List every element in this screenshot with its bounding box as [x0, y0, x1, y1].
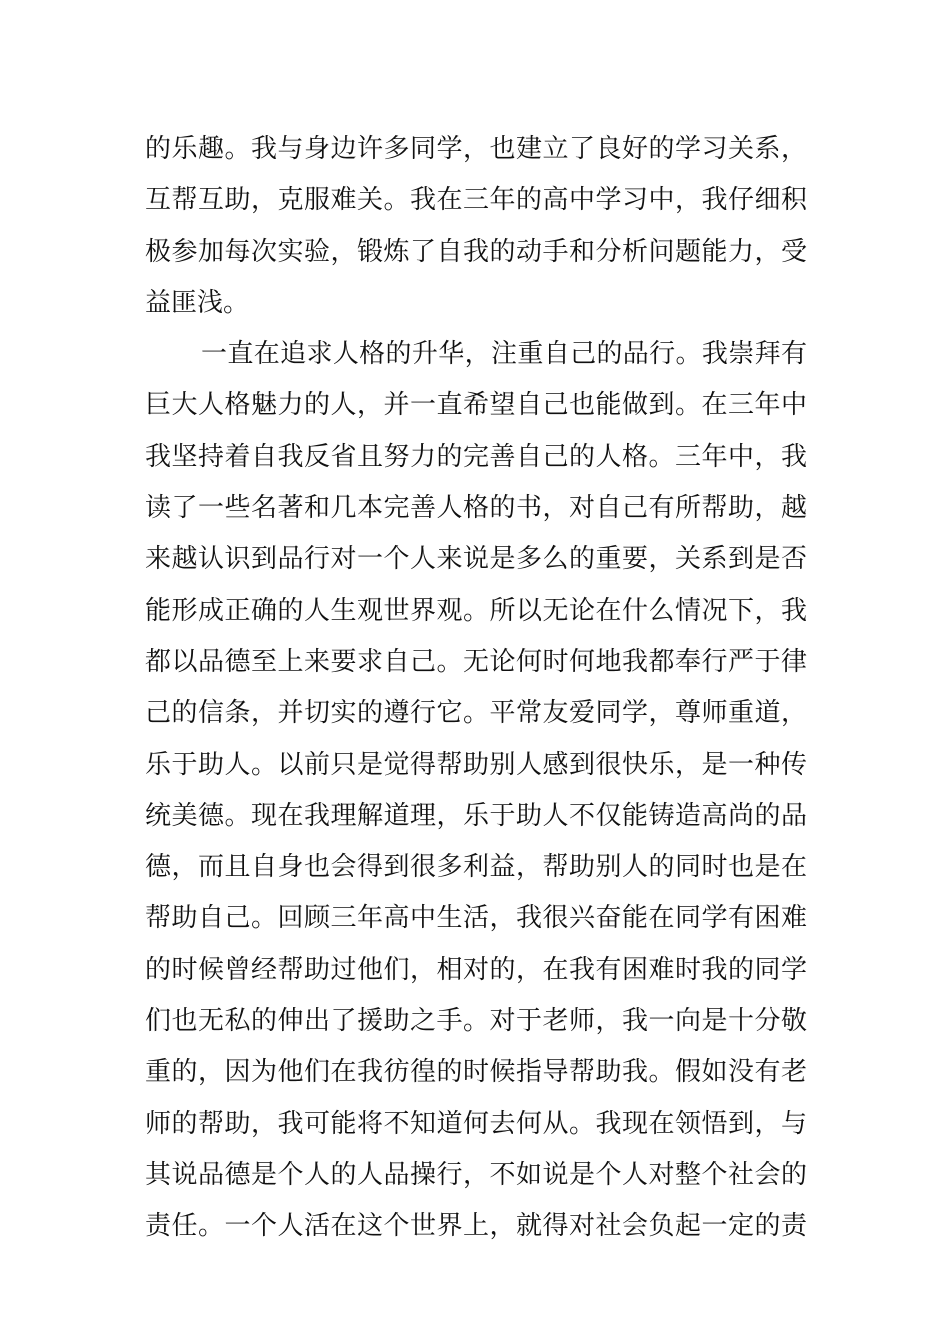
text-line: 其说品德是个人的人品操行，不如说是个人对整个社会的 — [145, 1159, 807, 1190]
text-line: 责任。一个人活在这个世界上，就得对社会负起一定的责 — [145, 1211, 807, 1242]
text-line: 帮助自己。回顾三年高中生活，我很兴奋能在同学有困难 — [145, 903, 807, 934]
text-line: 都以品德至上来要求自己。无论何时何地我都奉行严于律 — [145, 646, 807, 677]
text-line: 们也无私的伸出了援助之手。对于老师，我一向是十分敬 — [145, 1006, 807, 1037]
text-line: 的时候曾经帮助过他们，相对的，在我有困难时我的同学 — [145, 954, 807, 985]
text-line: 统美德。现在我理解道理，乐于助人不仅能铸造高尚的品 — [145, 800, 807, 831]
text-line: 读了一些名著和几本完善人格的书，对自己有所帮助，越 — [145, 493, 807, 524]
text-line: 德，而且自身也会得到很多利益，帮助别人的同时也是在 — [145, 852, 807, 883]
text-line: 师的帮助，我可能将不知道何去何从。我现在领悟到，与 — [145, 1108, 807, 1139]
text-line: 互帮互助，克服难关。我在三年的高中学习中，我仔细积 — [145, 185, 807, 216]
text-line: 己的信条，并切实的遵行它。平常友爱同学，尊师重道， — [145, 698, 807, 729]
text-line: 极参加每次实验，锻炼了自我的动手和分析问题能力，受 — [145, 236, 807, 267]
text-line: 一直在追求人格的升华，注重自己的品行。我崇拜有 — [201, 339, 807, 370]
text-line: 来越认识到品行对一个人来说是多么的重要，关系到是否 — [145, 544, 807, 575]
text-line: 重的，因为他们在我彷徨的时候指导帮助我。假如没有老 — [145, 1057, 807, 1088]
text-line: 乐于助人。以前只是觉得帮助别人感到很快乐，是一种传 — [145, 749, 807, 780]
text-line: 巨大人格魅力的人，并一直希望自己也能做到。在三年中 — [145, 390, 807, 421]
text-line: 的乐趣。我与身边许多同学，也建立了良好的学习关系， — [145, 134, 807, 164]
text-line: 我坚持着自我反省且努力的完善自己的人格。三年中，我 — [145, 441, 807, 472]
body-text — [145, 124, 807, 1253]
text-line: 益匪浅。 — [145, 287, 250, 318]
text-line: 能形成正确的人生观世界观。所以无论在什么情况下，我 — [145, 595, 807, 626]
